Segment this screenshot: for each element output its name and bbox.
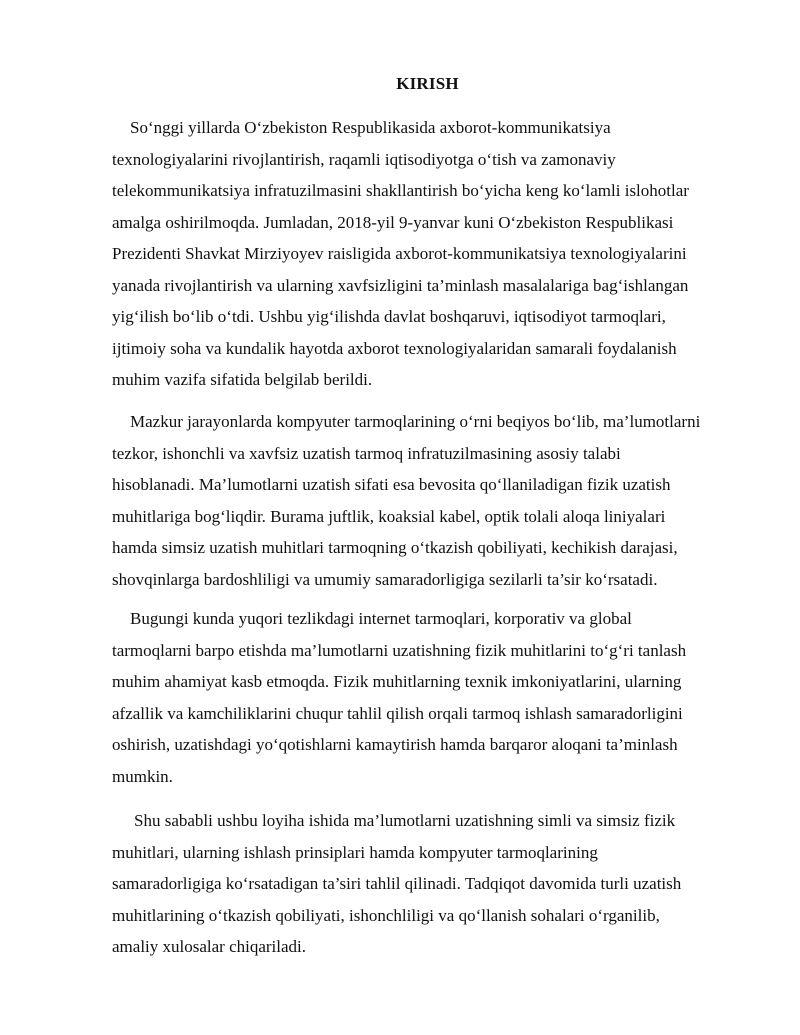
text-line: Prezidenti Shavkat Mirziyoyev raisligida axborot-kommunikatsiya texnologiyalarini <box>112 244 687 263</box>
text-line: muhitlariga bog‘liqdir. Burama juftlik, koaksial kabel, optik tolali aloqa liniyalari <box>112 506 666 526</box>
text-line: oshirish, uzatishdagi yo‘qotishlarni kamaytirish hamda barqaror aloqani ta’minlash <box>112 735 678 754</box>
text-line: amalga oshirilmoqda. Jumladan, 2018-yil 9-yanvar kuni O‘zbekiston Respublikasi <box>112 212 674 232</box>
text-line: Bugungi kunda yuqori tezlikdagi internet tarmoqlari, korporativ va global <box>130 609 632 628</box>
text-line: texnologiyalarini rivojlantirish, raqamli iqtisodiyotga o‘tish va zamonaviy <box>112 149 616 169</box>
paragraph-3 <box>112 603 752 792</box>
text-line: afzallik va kamchiliklarini chuqur tahlil qilish orqali tarmoq ishlash samaradorligini <box>112 703 683 723</box>
text-line: yanada rivojlantirish va ularning xavfsizligini ta’minlash masalalariga bag‘ishlangan <box>112 275 689 295</box>
text-line: muhitlari, ularning ishlash prinsiplari hamda kompyuter tarmoqlarining <box>112 842 598 862</box>
text-line: telekommunikatsiya infratuzilmasini shakllantirish bo‘yicha keng ko‘lamli islohotlar <box>112 181 689 200</box>
text-line: samaradorligiga ko‘rsatadigan ta’siri tahlil qilinadi. Tadqiqot davomida turli uzatish <box>112 874 682 893</box>
paragraph-2 <box>112 406 752 595</box>
text-line: amaliy xulosalar chiqariladi. <box>112 937 307 956</box>
text-line: hisoblanadi. Ma’lumotlarni uzatish sifati esa bevosita qo‘llaniladigan fizik uzatish <box>112 475 671 494</box>
text-line: Shu sababli ushbu loyiha ishida ma’lumotlarni uzatishning simli va simsiz fizik <box>134 811 676 830</box>
text-line: muhim vazifa sifatida belgilab berildi. <box>112 370 373 389</box>
text-line: Mazkur jarayonlarda kompyuter tarmoqlarining o‘rni beqiyos bo‘lib, ma’lumotlarni <box>130 412 701 431</box>
text-line: muhitlarining o‘tkazish qobiliyati, ishonchliligi va qo‘llanish sohalari o‘rganilib, <box>112 905 660 925</box>
text-line: muhim ahamiyat kasb etmoqda. Fizik muhitlarning texnik imkoniyatlarini, ularning <box>112 672 682 691</box>
text-line: tezkor, ishonchli va xavfsiz uzatish tarmoq infratuzilmasining asosiy talabi <box>112 443 621 463</box>
text-line: shovqinlarga bardoshliligi va umumiy samaradorligiga sezilarli ta’sir ko‘rsatadi. <box>112 569 658 589</box>
text-line: mumkin. <box>112 766 173 786</box>
text-line: tarmoqlarni barpo etishda ma’lumotlarni uzatishning fizik muhitlarini to‘g‘ri tanlash <box>112 640 687 660</box>
text-line: yig‘ilish bo‘lib o‘tdi. Ushbu yig‘ilishda davlat boshqaruvi, iqtisodiyot tarmoqlari, <box>112 307 666 326</box>
text-line: ijtimoiy soha va kundalik hayotda axborot texnologiyalaridan samarali foydalanish <box>112 338 677 358</box>
paragraph-4 <box>112 805 752 963</box>
page-title: KIRISH <box>396 74 459 93</box>
text-line: hamda simsiz uzatish muhitlari tarmoqning o‘tkazish qobiliyati, kechikish darajasi, <box>112 538 678 557</box>
text-line: So‘nggi yillarda O‘zbekiston Respublikasida axborot-kommunikatsiya <box>130 118 611 137</box>
paragraph-1 <box>112 112 752 396</box>
